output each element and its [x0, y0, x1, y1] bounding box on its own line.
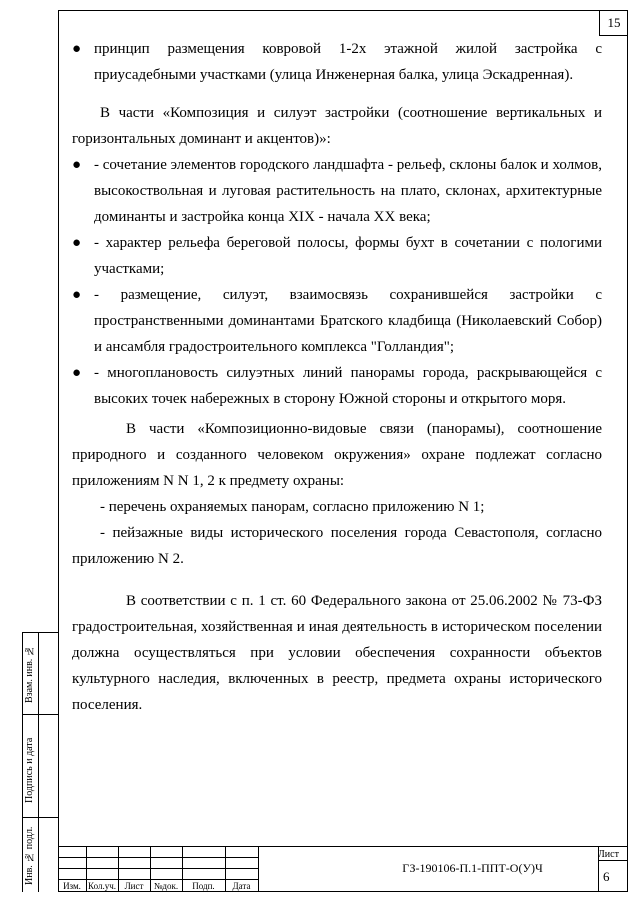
ndok-label: №док. [153, 881, 179, 891]
bullet-text: принцип размещения ковровой 1-2х этажной жилой застройка с приусадебными участками (улица Инженерная балка, улица Эскадренная). [94, 41, 602, 83]
paragraph: В части «Композиционно-видовые связи (панорамы), соотношение природного и созданного человеком окружения» охране подлежат согласно приложениям N N 1, 2 к предмету охраны: [72, 421, 602, 489]
bullet-icon: ● [72, 41, 82, 57]
vzam-inv-label: Взам. инв. № [24, 645, 35, 703]
bullet-icon: ● [72, 157, 82, 173]
paragraph: - пейзажные виды исторического поселения города Севастополя, согласно приложению N 2. [72, 525, 602, 567]
izm-label: Изм. [63, 881, 81, 891]
side-stamp-line [22, 817, 58, 818]
paragraph: В соответствии с п. 1 ст. 60 Федерального закона от 25.06.2002 № 73-ФЗ градостроительная, хозяйственная и иная деятельность в историческом поселении должна осуществляться при условии обеспечения сохранности объектов культурного наследия, включенных в реестр, предмета охраны исторического поселения. [72, 593, 602, 713]
title-block-row-line [58, 868, 258, 869]
bullet-item [72, 152, 602, 230]
bullet-item [72, 282, 602, 360]
title-block-col-line [258, 846, 259, 892]
title-block [58, 846, 628, 892]
side-stamp [22, 632, 58, 892]
podp-label: Подп. [192, 881, 215, 891]
data-label: Дата [232, 881, 251, 891]
bullet-text: - размещение, силуэт, взаимосвязь сохранившейся застройки с пространственными доминантами Братского кладбища (Николаевский Собор) и ансамбля градостроительного комплекса "Голландия"; [94, 287, 602, 355]
title-block-row-line [58, 879, 258, 880]
side-stamp-line [22, 632, 58, 633]
document-body [72, 36, 602, 718]
bullet-text: - сочетание элементов городского ландшафта - рельеф, склоны балок и холмов, высокоствольная и луговая растительность на плато, склонах, архитектурные доминанты и застройка конца XIX - начала XX века; [94, 157, 602, 225]
bullet-text: - многоплановость силуэтных линий панорамы города, раскрывающейся с высоких точек набережных в сторону Южной стороны и открытого моря. [94, 365, 602, 407]
list-col-label: Лист [124, 881, 144, 891]
side-stamp-border [22, 632, 23, 892]
podpis-data-label: Подпись и дата [24, 737, 35, 803]
side-stamp-line [22, 714, 58, 715]
paragraph: В части «Композиция и силуэт застройки (соотношение вертикальных и горизонтальных доминант и акцентов)»: [72, 105, 602, 147]
bullet-item [72, 36, 602, 88]
bullet-text: - характер рельефа береговой полосы, формы бухт в сочетании с пологими участками; [94, 235, 602, 277]
paragraph: - перечень охраняемых панорам, согласно приложению N 1; [100, 499, 485, 515]
bullet-icon: ● [72, 287, 82, 303]
side-stamp-divider [38, 632, 39, 892]
inv-podl-label: Инв. № подл. [24, 826, 35, 886]
document-code: ГЗ-190106-П.1-ППТ-О(У)Ч [402, 861, 543, 875]
bullet-item [72, 230, 602, 282]
bullet-item [72, 360, 602, 412]
sheet-number: 6 [603, 869, 610, 884]
title-block-row-line [58, 857, 258, 858]
title-block-top-line [58, 846, 628, 847]
kol-uch-label: Кол.уч. [88, 881, 116, 891]
bullet-icon: ● [72, 365, 82, 381]
bullet-icon: ● [72, 235, 82, 251]
sheet-label: Лист [598, 849, 619, 860]
page-number: 15 [599, 10, 628, 36]
